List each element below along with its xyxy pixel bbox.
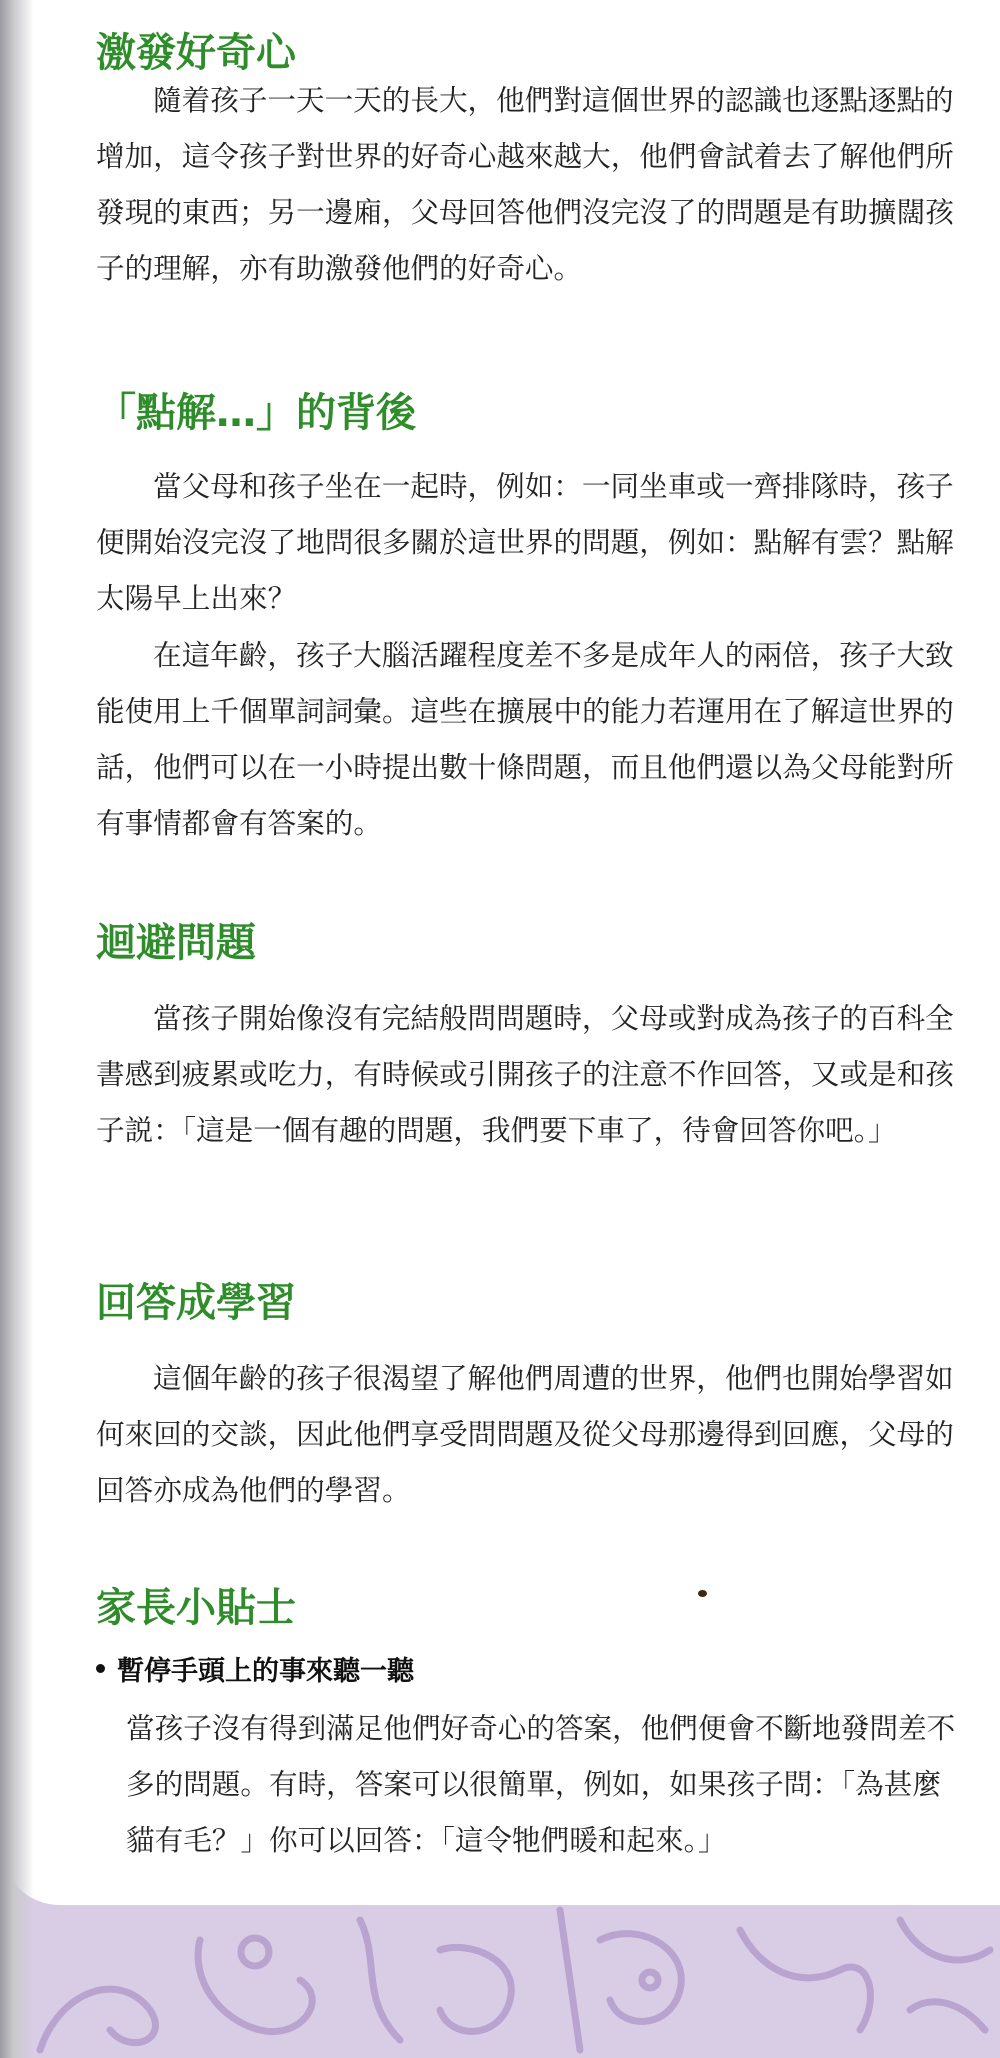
heading-answers-as-learning: 回答成學習 [96,1280,296,1326]
print-speck [698,1590,707,1597]
book-spine-shadow [0,0,34,2058]
paragraph-why-behind-1: 當父母和孩子坐在一起時，例如：一同坐車或一齊排隊時，孩子便開始沒完沒了地問很多關於這世界的問題，例如：點解有雲？點解太陽早上出來？ [96,469,954,615]
paragraph-avoiding-questions: 當孩子開始像沒有完結般問問題時，父母或對成為孩子的百科全書感到疲累或吃力，有時候或引開孩子的注意不作回答，又或是和孩子説：「這是一個有趣的問題，我們要下車了，待會回答你吧。」 [96,1001,954,1147]
heading-avoiding-questions: 迴避問題 [96,920,256,966]
paragraph-curiosity: 隨着孩子一天一天的長大，他們對這個世界的認識也逐點逐點的增加，這令孩子對世界的好奇心越來越大，他們會試着去了解他們所發現的東西；另一邊廂，父母回答他們沒完沒了的問題是有助擴闊孩子的理解，亦有助激發他們的好奇心。 [96,83,954,285]
heading-why-behind: 「點解…」的背後 [96,390,416,436]
paragraph-answers-as-learning: 這個年齡的孩子很渴望了解他們周遭的世界，他們也開始學習如何來回的交談，因此他們享受問問題及從父母那邊得到回應，父母的回答亦成為他們的學習。 [96,1361,954,1507]
heading-parent-tips: 家長小貼士 [96,1585,296,1631]
bullet-dot-icon [96,1664,105,1673]
heading-curiosity: 激發好奇心 [96,30,296,76]
tip-title: 暫停手頭上的事來聽一聽 [117,1655,414,1687]
footer-doodle-band [0,1880,1000,2058]
tip-text: 當孩子沒有得到滿足他們好奇心的答案，他們便會不斷地發問差不多的問題。有時，答案可以很簡單，例如，如果孩子問：「為甚麼貓有毛？」你可以回答：「這令牠們暖和起來。」 [126,1711,956,1857]
tip-item [96,1648,414,1688]
paragraph-why-behind-2: 在這年齡，孩子大腦活躍程度差不多是成年人的兩倍，孩子大致能使用上千個單詞詞彙。這些在擴展中的能力若運用在了解這世界的話，他們可以在一小時提出數十條問題，而且他們還以為父母能對所有事情都會有答案的。 [96,638,954,840]
